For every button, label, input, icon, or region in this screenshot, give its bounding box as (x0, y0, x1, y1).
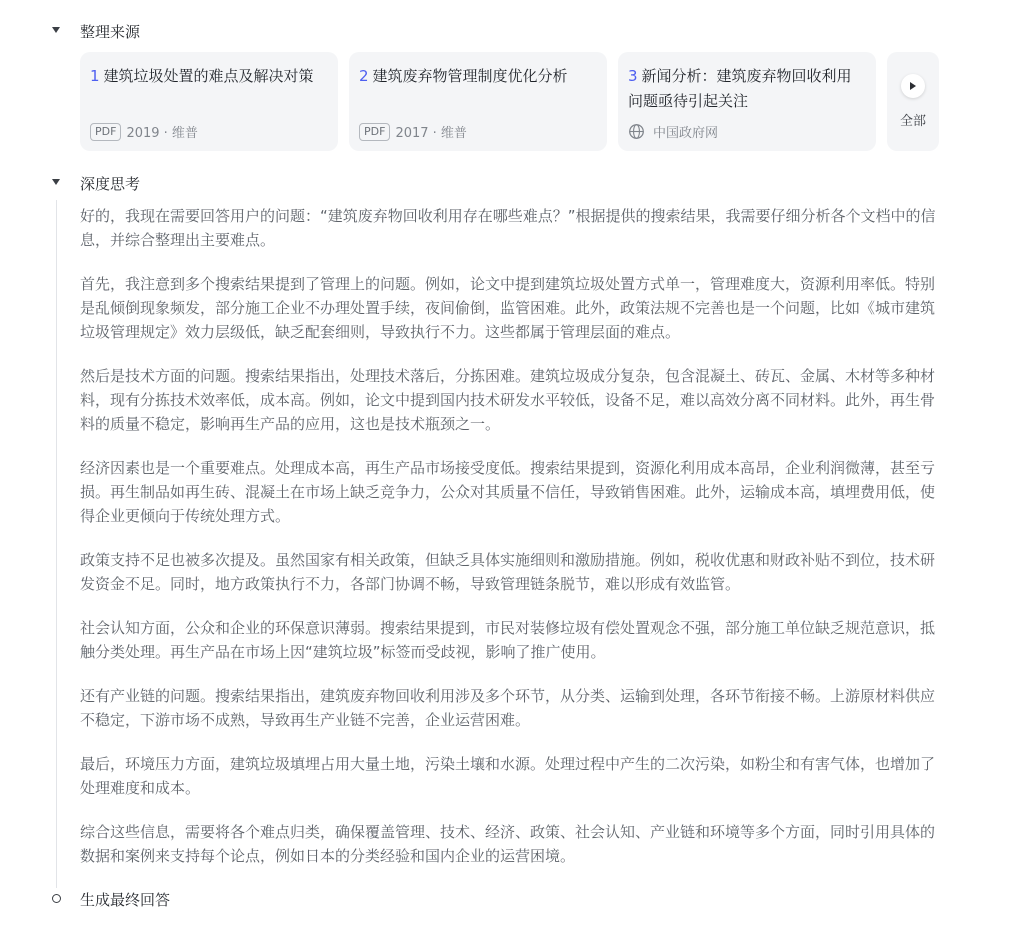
source-title (359, 64, 597, 116)
source-title-text: 建筑垃圾处置的难点及解决对策 (103, 67, 314, 85)
thinking-section-title: 深度思考 (80, 175, 141, 193)
thinking-section-toggle[interactable] (0, 171, 200, 195)
thinking-paragraph: 经济因素也是一个重要难点。处理成本高，再生产品市场接受度低。搜索结果提到，资源化利用成本高昂，企业利润微薄，甚至亏损。再生制品如再生砖、混凝土在市场上缺乏竞争力，公众对其质量不信任，导致销售困难。此外，运输成本高，填埋费用低，使得企业更倾向于传统处理方式。 (80, 459, 936, 525)
caret-down-icon (52, 179, 60, 185)
thinking-paragraph: 综合这些信息，需要将各个难点归类，确保覆盖管理、技术、经济、政策、社会认知、产业链和环境等多个方面，同时引用具体的数据和案例来支持每个论点，例如日本的分类经验和国内企业的运营困境。 (80, 823, 936, 865)
pdf-badge: PDF (90, 123, 121, 141)
source-card-3[interactable] (618, 52, 876, 151)
all-sources-button[interactable] (887, 52, 939, 151)
thinking-paragraph: 还有产业链的问题。搜索结果指出，建筑废弃物回收利用涉及多个环节，从分类、运输到处理，各环节衔接不畅。上游原材料供应不稳定，下游市场不成熟，导致再生产业链不完善，企业运营困难。 (80, 687, 936, 729)
source-title (628, 64, 866, 116)
caret-down-icon (52, 27, 60, 33)
thinking-content (80, 204, 940, 888)
source-meta (90, 122, 198, 141)
thinking-paragraph: 首先，我注意到多个搜索结果提到了管理上的问题。例如，论文中提到建筑垃圾处置方式单一，管理难度大，资源利用率低。特别是乱倾倒现象频发，部分施工企业不办理处置手续，夜间偷倒，监管困难。此外，政策法规不完善也是一个问题，比如《城市建筑垃圾管理规定》效力层级低，缺乏配套细则，导致执行不力。这些都属于管理层面的难点。 (80, 275, 936, 341)
sources-section-title: 整理来源 (80, 23, 141, 41)
thinking-paragraph: 社会认知方面，公众和企业的环保意识薄弱。搜索结果提到，市民对装修垃圾有偿处置观念不强，部分施工单位缺乏规范意识，抵触分类处理。再生产品在市场上因“建筑垃圾”标签而受歧视，影响了推广使用。 (80, 619, 936, 661)
source-title-text: 新闻分析：建筑废弃物回收利用问题亟待引起关注 (628, 67, 852, 110)
final-answer-step (0, 887, 200, 911)
thinking-paragraph: 政策支持不足也被多次提及。虽然国家有相关政策，但缺乏具体实施细则和激励措施。例如，税收优惠和财政补贴不到位，技术研发资金不足。同时，地方政策执行不力，各部门协调不畅，导致管理链条脱节，难以形成有效监管。 (80, 551, 936, 593)
timeline-line (56, 200, 57, 888)
thinking-paragraph: 然后是技术方面的问题。搜索结果指出，处理技术落后，分拣困难。建筑垃圾成分复杂，包含混凝土、砖瓦、金属、木材等多种材料，现有分拣技术效率低，成本高。例如，论文中提到国内技术研发水平较低，设备不足，难以高效分离不同材料。此外，再生骨料的质量不稳定，影响再生产品的应用，这也是技术瓶颈之一。 (80, 367, 936, 433)
source-title-text: 建筑废弃物管理制度优化分析 (372, 67, 568, 85)
source-number: 1 (90, 67, 100, 85)
source-meta-text: 中国政府网 (653, 126, 719, 141)
source-card-2[interactable] (349, 52, 607, 151)
source-meta (359, 122, 467, 141)
pdf-badge: PDF (359, 123, 390, 141)
all-sources-label: 全部 (899, 114, 926, 129)
source-meta (628, 122, 718, 141)
source-meta-text: 2019 · 维普 (126, 126, 198, 141)
sources-section-toggle[interactable] (0, 19, 200, 43)
final-answer-title: 生成最终回答 (80, 891, 171, 909)
thinking-paragraph: 最后，环境压力方面，建筑垃圾填埋占用大量土地，污染土壤和水源。处理过程中产生的二次污染，如粉尘和有害气体，也增加了处理难度和成本。 (80, 755, 936, 797)
source-meta-text: 2017 · 维普 (395, 126, 467, 141)
sources-list (80, 52, 940, 152)
source-card-1[interactable] (80, 52, 338, 151)
source-title (90, 64, 328, 116)
thinking-paragraph: 好的，我现在需要回答用户的问题：“建筑废弃物回收利用存在哪些难点？”根据提供的搜索结果，我需要仔细分析各个文档中的信息，并综合整理出主要难点。 (80, 207, 936, 249)
source-number: 2 (359, 67, 369, 85)
play-arrow-icon (901, 74, 925, 98)
source-number: 3 (628, 67, 638, 85)
globe-icon (628, 123, 645, 140)
